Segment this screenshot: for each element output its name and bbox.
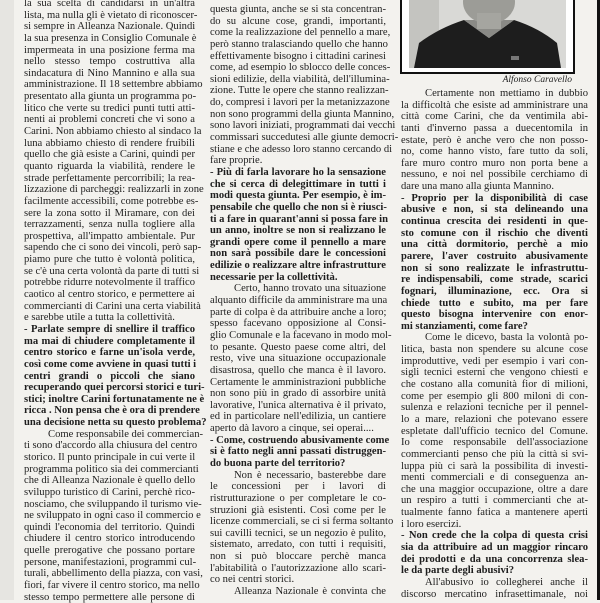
text-line: lizzazione di parcheggi: realizzarli in zone bbox=[24, 184, 204, 196]
text-line: fare proprie. bbox=[210, 155, 263, 167]
text-line: - Parlate sempre di snellire il traffico bbox=[24, 323, 195, 335]
text-line: Come le dicevo, basta la volontà po- bbox=[425, 332, 588, 344]
text-line: e sarebbe utile a tutta la collettività. bbox=[24, 312, 175, 324]
text-line: litico che verte su tredici punti tutti atti- bbox=[24, 102, 195, 114]
interview-question bbox=[210, 434, 390, 470]
text-line: un respiro a tutti i commercianti che at- bbox=[401, 495, 588, 507]
text-line: prospettiva, all'impatto ambientale. Pur bbox=[24, 230, 195, 242]
interview-question bbox=[24, 323, 207, 429]
text-line: aperto dà lavoro a cinque, sei operai.... bbox=[210, 423, 374, 435]
text-line: quelle prerogative che possano portare bbox=[24, 545, 195, 557]
text-line: chiudere il centro storico introducendo bbox=[24, 533, 195, 545]
text-line: sindacatura di Nino Mannino e alla sua bbox=[24, 67, 195, 79]
text-line: ti a fare in quarant'anni si possa fare in bbox=[210, 213, 388, 225]
text-line: si sempre in Alleanza Nazionale. Quindi bbox=[24, 21, 196, 33]
text-line: sui cavilli tecnici, se un negozio è pulito, bbox=[210, 527, 386, 539]
text-line: fognari, illuminazione, ecc. Ora si bbox=[401, 285, 588, 297]
text-line: non sono più in grado di assorbire unità bbox=[210, 388, 386, 400]
article-paragraph bbox=[210, 469, 394, 586]
text-line: discorso mercatino infrasettimanale, noi bbox=[401, 588, 588, 600]
text-line: Certamente non mettiamo in dubbio bbox=[425, 88, 588, 99]
text-line: stiane e che adesso loro stanno cercando di bbox=[210, 143, 393, 155]
text-line: nessuno, e noi nel possibile cerchiamo di bbox=[401, 169, 588, 181]
text-line: zione. Tutte le opere che stanno realizzan- bbox=[210, 85, 389, 97]
text-line: lavorative, l'unica alternativa è il privato, bbox=[210, 399, 386, 411]
text-line: le concessioni per i lavori di bbox=[210, 481, 386, 493]
text-line: dare una mano alla giunta Mannino. bbox=[401, 181, 554, 193]
text-line: fare muro contro muro non porta bene a bbox=[401, 157, 588, 169]
text-line: chiede tutto e subito, ma per fare bbox=[401, 297, 588, 309]
text-line: turali, abbellimento della piazza, con vasi, bbox=[24, 568, 203, 580]
text-line: commercianti di Carini una certa viabilità bbox=[24, 300, 201, 312]
text-line: centro storico e farne un'isola verde, bbox=[24, 347, 195, 359]
text-line: effettivamente bisogno i cittadini carinesi bbox=[210, 50, 386, 62]
text-line: nosciamo, che sviluppando il turismo vie- bbox=[24, 498, 202, 510]
text-line: facilmente accessibili, come potrebbe es- bbox=[24, 195, 199, 207]
text-line: edilizie o realizzare altre infrastrutture bbox=[210, 260, 386, 272]
text-line: continua crescita dei residenti in que- bbox=[401, 216, 588, 228]
text-line: recuperando quei percorsi storici e turi- bbox=[24, 382, 205, 394]
text-line: centri grandi o piccoli che siano bbox=[24, 370, 195, 382]
text-line: - Non crede che la colpa di questa crisi bbox=[401, 530, 588, 542]
article-paragraph bbox=[401, 88, 588, 193]
text-line: sioni edilizie, della viabilità, dell'illumina- bbox=[210, 73, 390, 85]
portrait-photo bbox=[400, 0, 575, 74]
article-paragraph bbox=[24, 0, 204, 324]
text-line: programma politico sia dei commercianti bbox=[24, 463, 199, 475]
text-line: to pesante. Questo paese come altri, del bbox=[210, 341, 386, 353]
text-line: questa giunta, anche se si sta concentran- bbox=[210, 4, 386, 15]
text-line: come per esempio gli 800 miloni di con- bbox=[401, 390, 588, 402]
article-paragraph bbox=[210, 283, 392, 435]
text-line: nello stesso tempo costruttiva alla bbox=[24, 56, 195, 68]
text-line: le da parte degli abusivi? bbox=[401, 565, 515, 577]
text-line: luna abbiamo chiesto di rendere fruibili bbox=[24, 137, 195, 149]
article-paragraph bbox=[401, 577, 588, 600]
text-line: lista, ma nulla gli è vietato di riconoscer- bbox=[24, 9, 198, 21]
text-line: Alleanza Nazionale è convinta che bbox=[234, 586, 386, 598]
text-line: stesso tempo permettere alle persone di bbox=[24, 591, 195, 603]
text-line: dei prodotti e da una concorrenza slea- bbox=[401, 553, 588, 565]
text-line: co nei centri storici. bbox=[210, 574, 295, 586]
text-line: - Proprio per la disponibilità di case bbox=[401, 192, 588, 204]
text-line: do buona parte del territorio? bbox=[210, 457, 346, 469]
text-line: così come come avviene in quasi tutti i bbox=[24, 358, 197, 370]
text-line: estate, però è anche vero che non posso- bbox=[401, 134, 588, 146]
text-line: alquanto difficile da amministrare ma una bbox=[210, 295, 388, 307]
text-line: grandi opere come il pennello a mare bbox=[210, 236, 386, 248]
text-line: - Come, costruendo abusivamente come bbox=[210, 434, 390, 446]
text-line: ristrutturazione o per completare le co- bbox=[210, 492, 386, 504]
text-line: quanto riguarda la viabilità, rendere le bbox=[24, 160, 195, 172]
article-paragraph bbox=[24, 428, 204, 603]
text-line: ed in particolare nell'edilizia, un cantiere bbox=[210, 411, 386, 423]
text-line: la sua presenza in Consiglio Comunale è bbox=[24, 32, 197, 44]
text-line: no, come hanno visto, fare tutto da soli, bbox=[401, 146, 588, 158]
text-line: si è fatto negli anni passati distruggen- bbox=[210, 446, 386, 458]
text-line: mi stanziamenti, come fare? bbox=[401, 320, 528, 332]
text-line: persone, manifestazioni, programmi cul- bbox=[24, 556, 197, 568]
article-paragraph bbox=[401, 332, 588, 530]
text-line: litica, basta non spendere su alcune cose bbox=[401, 344, 588, 356]
text-line: se c'è una certa volontà da parte di tutti si bbox=[24, 265, 200, 277]
text-line: modi questa giunta. Per esempio, è im- bbox=[210, 190, 386, 202]
portrait-image bbox=[409, 0, 566, 68]
text-line: sigli tecnici esterni che vengono chiesti e bbox=[401, 367, 588, 379]
article-column-1 bbox=[24, 0, 207, 603]
text-line: piamo pure che tutto è volontà politica, bbox=[24, 254, 195, 266]
text-line: i loro esercizi. bbox=[401, 518, 462, 530]
text-line: espletate dall'ufficio tecnico del Comune. bbox=[401, 425, 588, 437]
photo-caption: Alfonso Caravello bbox=[502, 75, 572, 85]
text-line: fiori, far vivere il centro storico, ma nello bbox=[24, 580, 200, 592]
text-line: come, ad esempio lo sblocco delle conces- bbox=[210, 62, 391, 74]
text-line: Io come responsabile dell'associazione bbox=[401, 437, 588, 449]
interview-question bbox=[210, 167, 386, 283]
text-line: pensabile che quello che non si è riusci- bbox=[210, 201, 387, 213]
text-line: sistemato, arredato, con tutti i requisiti, bbox=[210, 539, 386, 551]
text-line: l'abitabilità o l'autorizzazione allo scari- bbox=[210, 562, 386, 574]
text-line: do su alcune cose, grandi, importanti, bbox=[210, 15, 386, 27]
text-line: Carini. Non abbiamo chiesto al sindaco la bbox=[24, 126, 202, 138]
text-line: come la realizzazione del pennello a mare, bbox=[210, 27, 391, 39]
text-line: nenti ai problemi concreti che vi sono a bbox=[24, 114, 195, 126]
text-line: sviluppo turistico di Carini, perchè rico- bbox=[24, 486, 195, 498]
text-line: città come Carini, che da ventimila abi- bbox=[401, 111, 588, 123]
text-line: sere la zona sotto il Miramare, con dei bbox=[24, 207, 195, 219]
text-line: Come responsabile dei commercian- bbox=[48, 428, 204, 440]
text-line: luppa più ci sarà la possibilita di investi- bbox=[401, 460, 588, 472]
text-line: glio Comunale e la facevano in modo mol- bbox=[210, 329, 392, 341]
text-line: All'abusivo io collegherei anche il bbox=[425, 576, 588, 588]
text-line: impermeata in una posizione ferma ma bbox=[24, 44, 195, 56]
text-line: tanti d'inverno passa a duecentomila in bbox=[401, 122, 588, 134]
interview-question bbox=[401, 193, 588, 333]
text-line: amministrazione. Il 18 settembre abbiamo bbox=[24, 79, 203, 91]
text-line: quello che già esiste a Carini, quindi per bbox=[24, 149, 195, 161]
text-line: parte di colpa è da attribuire anche a loro; bbox=[210, 306, 387, 318]
text-line: sto comune con il rischio che diventi bbox=[401, 227, 588, 239]
text-line: storico. Il punto principale in cui verte il bbox=[24, 451, 196, 463]
text-line: presentato alla giunta un programma po- bbox=[24, 91, 197, 103]
text-line: caotico al centro storico, e permettere ai bbox=[24, 289, 195, 301]
text-line: un anno, inoltre se non si realizzano le bbox=[210, 225, 386, 237]
text-line: che costano alla comunità fior di milioni, bbox=[401, 379, 588, 391]
text-line: ricca . Non pensa che è ora di prendere bbox=[24, 405, 200, 417]
text-line: sia da attribuire ad un maggior rincaro bbox=[401, 541, 588, 553]
text-line: ti sono d'accordo alla chiusura del centro bbox=[24, 440, 198, 452]
text-line: do, compresi i lavori per la metanizzazone bbox=[210, 97, 390, 109]
text-line: però stanno tralasciando quello che hanno bbox=[210, 38, 388, 50]
text-line: parere, l'aver costruito abusivamente bbox=[401, 250, 588, 262]
text-line: non sarà possibile dare le concessioni bbox=[210, 248, 386, 260]
text-line: Certo, hanno trovato una situazione bbox=[234, 283, 386, 295]
text-line: stici; inoltre Carini fortunatamente ne è bbox=[24, 393, 205, 405]
text-line: menti commerciali e di conseguenza an- bbox=[401, 472, 588, 484]
article-column-3 bbox=[401, 88, 588, 600]
text-line: disastrosa, quello che manca è il lavoro. bbox=[210, 364, 386, 376]
text-line: Non è necessario, basterebbe dare bbox=[234, 469, 386, 481]
text-line: tualmente fanno fatica a mantenere aperti bbox=[401, 507, 588, 519]
text-line: terrazzamenti, senza nulla togliere alla bbox=[24, 219, 195, 231]
text-line: che di Alleanza Nazionale è quello dello bbox=[24, 475, 196, 487]
text-line: non si può bloccare perchè manca bbox=[210, 551, 386, 563]
text-line: ne sviluppato in ogni caso il commercio e bbox=[24, 510, 201, 522]
text-line: necessarie per la collettività. bbox=[210, 271, 338, 283]
text-line: ma mai di chiudere completamente il bbox=[24, 335, 195, 347]
article-paragraph bbox=[210, 4, 399, 167]
text-line: una città dormitorio, perchè a mio bbox=[401, 239, 588, 251]
text-line: strade perfettamente percorribili; la rea- bbox=[24, 172, 195, 184]
text-line: abusive e non, si sta delineando una bbox=[401, 204, 588, 216]
text-line: la sua scelta di candidarsi in un'altra bbox=[24, 0, 195, 9]
text-line: re indispensabili, come strade, scarici bbox=[401, 274, 588, 286]
text-line: commissari succedutesi alle giunte democri- bbox=[210, 132, 399, 144]
text-line: che una maggior occupazione, oltre a dare bbox=[401, 483, 588, 495]
text-line: potrebbe ridurre notevolmente il traffico bbox=[24, 277, 196, 289]
text-line: improduttive, vedi per esempio i vari con- bbox=[401, 355, 588, 367]
text-line: una decisione netta su questo problema? bbox=[24, 417, 207, 429]
text-line: commercianti penso che più la città si svi- bbox=[401, 448, 588, 460]
text-line: Certamente le amministrazioni pubbliche bbox=[210, 376, 386, 388]
text-line: questo bisogna intervenire con enor- bbox=[401, 309, 588, 321]
text-line: spesso facevano opposizione al Consi- bbox=[210, 318, 386, 330]
text-line: struzioni già esistenti. Così come per le bbox=[210, 504, 386, 516]
article-paragraph bbox=[210, 586, 386, 598]
text-line: lo a mare, relazioni che potevano essere bbox=[401, 413, 588, 425]
interview-question bbox=[401, 530, 588, 577]
text-line: non si sono realizzate le infrastruttu- bbox=[401, 262, 588, 274]
text-line: sapendo che ci sono dei vincoli, però sap- bbox=[24, 242, 202, 254]
text-line: la difficoltà che esiste ad amministrare una bbox=[401, 99, 588, 111]
text-line: non sono programmi della giunta Mannino, bbox=[210, 108, 395, 120]
text-line: che si cerca di delegittimare in tutti i bbox=[210, 178, 386, 190]
article-column-2 bbox=[210, 4, 399, 598]
text-line: licenze commerciali, se ci si ferma soltanto bbox=[210, 516, 394, 528]
text-line: resto, vive una situazione occupazionale bbox=[210, 353, 386, 365]
text-line: sulenza e relazioni tecniche per il pennel- bbox=[401, 402, 588, 414]
text-line: - Più di farla lavorare ho la sensazione bbox=[210, 166, 386, 178]
text-line: quindi l'economia del territorio. Quindi bbox=[24, 521, 195, 533]
text-line: sono lavori iniziati, programmati dai vecchi bbox=[210, 120, 396, 132]
page-margin bbox=[0, 0, 14, 600]
